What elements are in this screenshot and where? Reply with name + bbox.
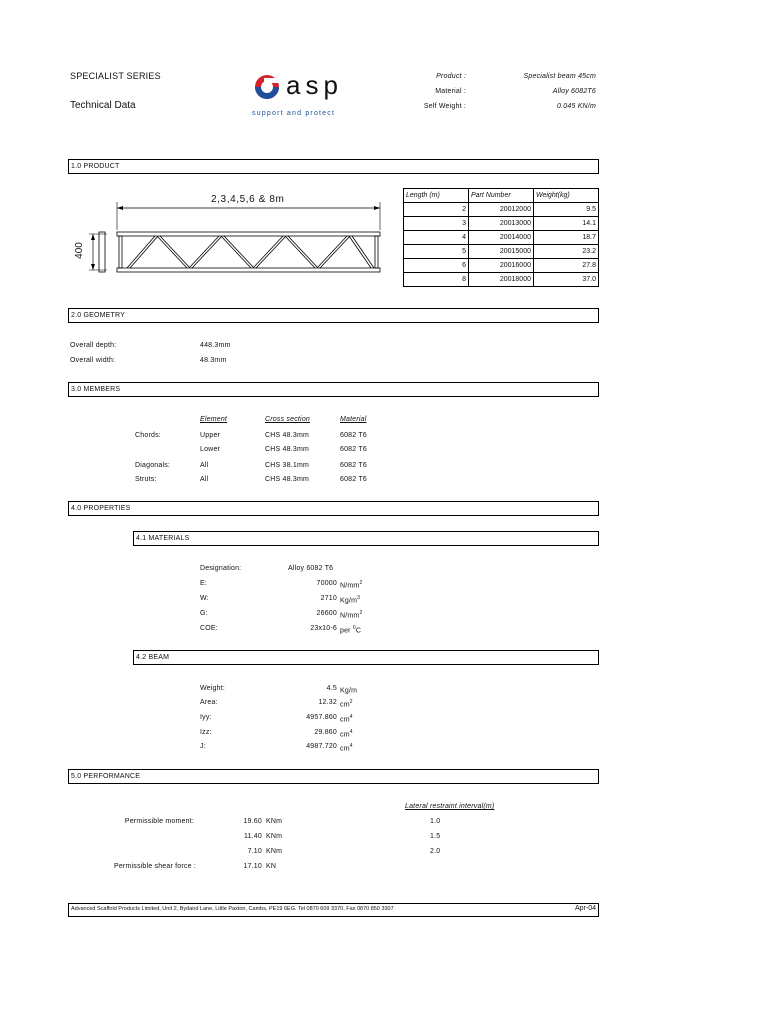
series-title: SPECIALIST SERIES	[70, 71, 161, 81]
property-value: 29.860	[314, 729, 337, 736]
member-section: CHS 48.3mm	[265, 446, 310, 453]
col-header-material: Material	[340, 416, 367, 423]
performance-unit: KN	[266, 863, 277, 870]
technical-data-title: Technical Data	[70, 100, 136, 111]
member-material: 6082 T6	[340, 476, 367, 483]
col-header-part: Part Number	[469, 189, 534, 203]
footer-bar	[68, 903, 599, 917]
cell-length: 4	[404, 231, 469, 245]
member-material: 6082 T6	[340, 432, 367, 439]
member-section: CHS 48.3mm	[265, 432, 310, 439]
performance-value: 11.40	[244, 833, 262, 840]
cell-part: 20013000	[469, 217, 534, 231]
overall-width-label: Overall width:	[70, 357, 116, 364]
performance-value: 17.10	[243, 863, 262, 870]
property-unit: per $^0$C	[340, 625, 362, 635]
cell-length: 5	[404, 245, 469, 259]
section-members-header: 3.0 MEMBERS	[68, 382, 599, 397]
property-label: Weight:	[200, 685, 226, 692]
cell-part: 20012000	[469, 203, 534, 217]
property-value: 4987.720	[306, 743, 337, 750]
property-label: COE:	[200, 625, 218, 632]
logo-tagline: support and protect	[252, 110, 336, 117]
info-label: Self Weight :	[423, 103, 466, 110]
cell-weight: 23.2	[534, 245, 599, 259]
cell-length: 6	[404, 259, 469, 273]
property-value: 23x10-6	[310, 625, 337, 632]
member-material: 6082 T6	[340, 462, 367, 469]
property-unit: $N/mm^2$	[340, 580, 363, 590]
section-materials-header: 4.1 MATERIALS	[133, 531, 599, 546]
restraint-interval: 1.0	[430, 818, 441, 825]
performance-unit: KNm	[266, 848, 283, 855]
property-value: 12.32	[318, 699, 337, 706]
section-properties-header: 4.0 PROPERTIES	[68, 501, 599, 516]
member-element: Lower	[200, 446, 221, 453]
property-label: Izz:	[200, 729, 212, 736]
property-unit: $cm^4$	[340, 729, 353, 739]
col-header-element: Element	[200, 416, 228, 423]
cell-part: 20014000	[469, 231, 534, 245]
table-header-row	[404, 189, 599, 203]
info-label: Product :	[436, 73, 466, 80]
performance-label: Permissible shear force :	[113, 863, 196, 870]
section-performance-header: 5.0 PERFORMANCE	[68, 769, 599, 784]
col-header-cross-section: Cross section	[265, 416, 311, 423]
property-unit: $Kg/m^3$	[340, 595, 361, 605]
cell-part: 20018000	[469, 273, 534, 287]
asp-logo	[250, 68, 370, 120]
length-dimension-label: 2,3,4,5,6 & 8m	[211, 194, 285, 205]
performance-label: Permissible moment:	[124, 818, 194, 825]
property-unit: $cm^4$	[340, 743, 353, 753]
property-unit: $cm^4$	[340, 714, 353, 724]
section-geometry-header: 2.0 GEOMETRY	[68, 308, 599, 323]
section-beam-header: 4.2 BEAM	[133, 650, 599, 665]
footer-date: Apr-04	[574, 905, 596, 912]
performance-unit: KNm	[266, 833, 283, 840]
member-group: Diagonals:	[135, 462, 171, 469]
restraint-interval: 1.5	[430, 833, 441, 840]
member-element: Upper	[200, 432, 221, 439]
property-label: E:	[200, 580, 208, 587]
property-unit: Kg/m	[340, 687, 358, 695]
performance-value: 7.10	[247, 848, 262, 855]
member-material: 6082 T6	[340, 446, 367, 453]
overall-depth-value: 448.3mm	[200, 342, 231, 349]
section-product-header: 1.0 PRODUCT	[68, 159, 599, 174]
property-label: W:	[200, 595, 209, 602]
performance-value: 19.60	[243, 818, 262, 825]
property-value: 70000	[316, 580, 337, 587]
height-dimension-label: 400	[73, 242, 85, 259]
performance-unit: KNm	[266, 818, 283, 825]
cell-weight: 9.5	[534, 203, 599, 217]
beam-diagram	[75, 190, 385, 280]
property-unit: $cm^2$	[340, 699, 353, 709]
cell-part: 20015000	[469, 245, 534, 259]
member-section: CHS 48.3mm	[265, 476, 310, 483]
property-label: Area:	[200, 699, 218, 706]
cell-length: 8	[404, 273, 469, 287]
cell-weight: 14.1	[534, 217, 599, 231]
table-row	[404, 203, 599, 217]
property-label: Iyy:	[200, 714, 212, 721]
property-value: 4957.860	[306, 714, 337, 721]
restraint-interval: 2.0	[430, 848, 441, 855]
length-table	[403, 188, 599, 287]
table-row	[404, 273, 599, 287]
member-element: All	[200, 462, 209, 469]
info-value: Specialist beam 45cm	[523, 73, 596, 80]
member-group: Struts:	[135, 476, 157, 483]
overall-width-value: 48.3mm	[200, 357, 227, 364]
table-row	[404, 259, 599, 273]
property-label: J:	[200, 743, 206, 750]
member-section: CHS 38.1mm	[265, 462, 310, 469]
designation-value: Alloy 6082 T6	[288, 565, 334, 572]
member-group: Chords:	[135, 432, 161, 439]
cell-weight: 37.0	[534, 273, 599, 287]
property-value: 4.5	[326, 685, 337, 692]
table-row	[404, 231, 599, 245]
cell-part: 20016000	[469, 259, 534, 273]
designation-label: Designation:	[200, 565, 242, 572]
table-row	[404, 245, 599, 259]
cell-length: 2	[404, 203, 469, 217]
cell-length: 3	[404, 217, 469, 231]
lateral-restraint-header: Lateral restraint interval(m)	[405, 803, 495, 810]
overall-depth-label: Overall depth:	[70, 342, 117, 349]
info-value: Alloy 6082T6	[552, 88, 596, 95]
col-header-weight: Weight(kg)	[534, 189, 599, 203]
table-row	[404, 217, 599, 231]
info-label: Material :	[435, 88, 466, 95]
property-label: G:	[200, 610, 208, 617]
col-header-length: Length (m)	[404, 189, 469, 203]
cell-weight: 18.7	[534, 231, 599, 245]
property-value: 26600	[316, 610, 337, 617]
property-value: 2710	[320, 595, 337, 602]
footer-address: Advanced Scaffold Products Limited, Unit 2, Bydand Lane, Little Paxton, Cambs, PE19 6EG. Tel 0870 609 3370, Fax 0870 850 3307	[71, 906, 394, 912]
property-unit: $N/mm^2$	[340, 610, 363, 620]
logo-wordmark: asp	[286, 70, 343, 100]
member-element: All	[200, 476, 209, 483]
info-value: 0.045 KN/m	[557, 103, 596, 110]
cell-weight: 27.8	[534, 259, 599, 273]
